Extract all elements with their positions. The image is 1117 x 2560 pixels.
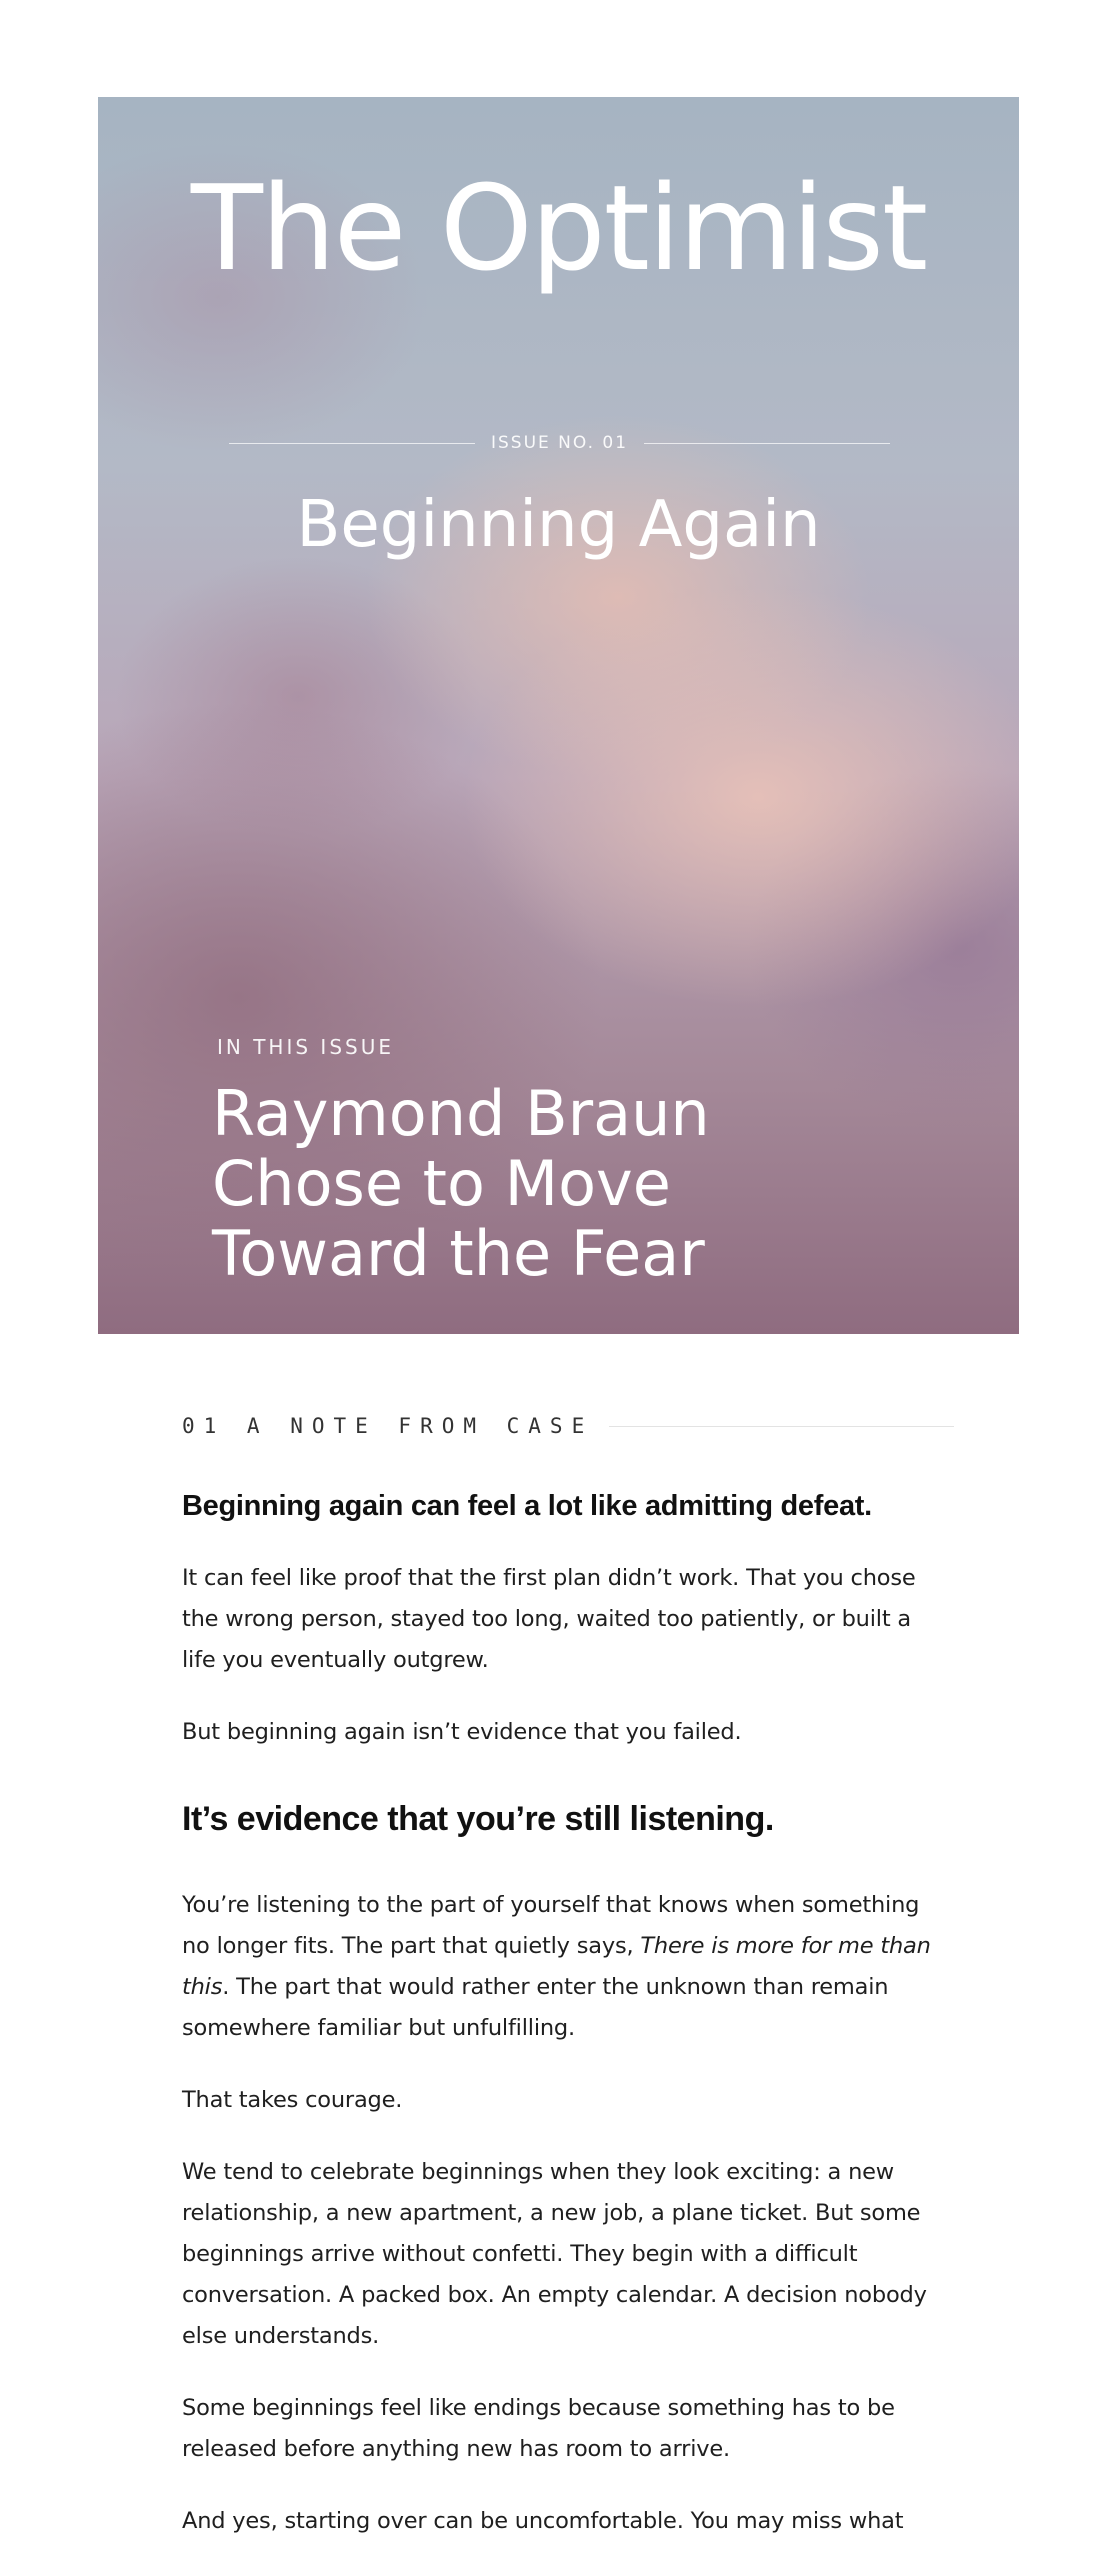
issue-theme-title: Beginning Again: [296, 488, 821, 562]
divider-right: [644, 443, 890, 444]
section-header: [182, 1410, 934, 1442]
magazine-title: The Optimist: [190, 159, 927, 297]
lead-sentence: Beginning again can feel a lot like admitting defeat.: [182, 1490, 872, 1522]
issue-number-row: [229, 432, 890, 454]
cover-hero: [98, 97, 1019, 1334]
paragraph: We tend to celebrate beginnings when they look exciting: a new relationship, a new apartment, a new job, a plane ticket. But some beginnings arrive without confetti. They begin with a difficult conversation. A packed box. An empty calendar. A decision nobody else understands.: [182, 2159, 927, 2349]
feature-story-headline[interactable]: Raymond Braun Chose to Move Toward the Fear: [212, 1077, 710, 1290]
paragraph: But beginning again isn’t evidence that you failed.: [182, 1719, 742, 1745]
paragraph: It can feel like proof that the first plan didn’t work. That you chose the wrong person, stayed too long, waited too patiently, or built a life you eventually outgrew.: [182, 1565, 916, 1673]
paragraph: That takes courage.: [182, 2087, 403, 2113]
paragraph: And yes, starting over can be uncomfortable. You may miss what: [182, 2508, 904, 2534]
paragraph: [182, 1885, 934, 2049]
section-divider: [609, 1426, 954, 1427]
divider-left: [229, 443, 475, 444]
issue-number: ISSUE NO. 01: [490, 433, 629, 453]
paragraph-text: You’re listening to the part of yourself that knows when something no longer fits. The part that quietly says,: [182, 1892, 920, 1959]
paragraph-text: . The part that would rather enter the unknown than remain somewhere familiar but unfulfilling.: [182, 1974, 889, 2041]
pull-quote: It’s evidence that you’re still listening.: [182, 1800, 774, 1838]
in-this-issue-label: IN THIS ISSUE: [217, 1035, 394, 1059]
section-label: 01 A NOTE FROM CASE: [182, 1414, 594, 1438]
paragraph: Some beginnings feel like endings because something has to be released before anything new has room to arrive.: [182, 2395, 895, 2462]
paragraph-emphasis: There is more for me than this: [182, 1933, 931, 2000]
article-body: [182, 1410, 934, 2542]
